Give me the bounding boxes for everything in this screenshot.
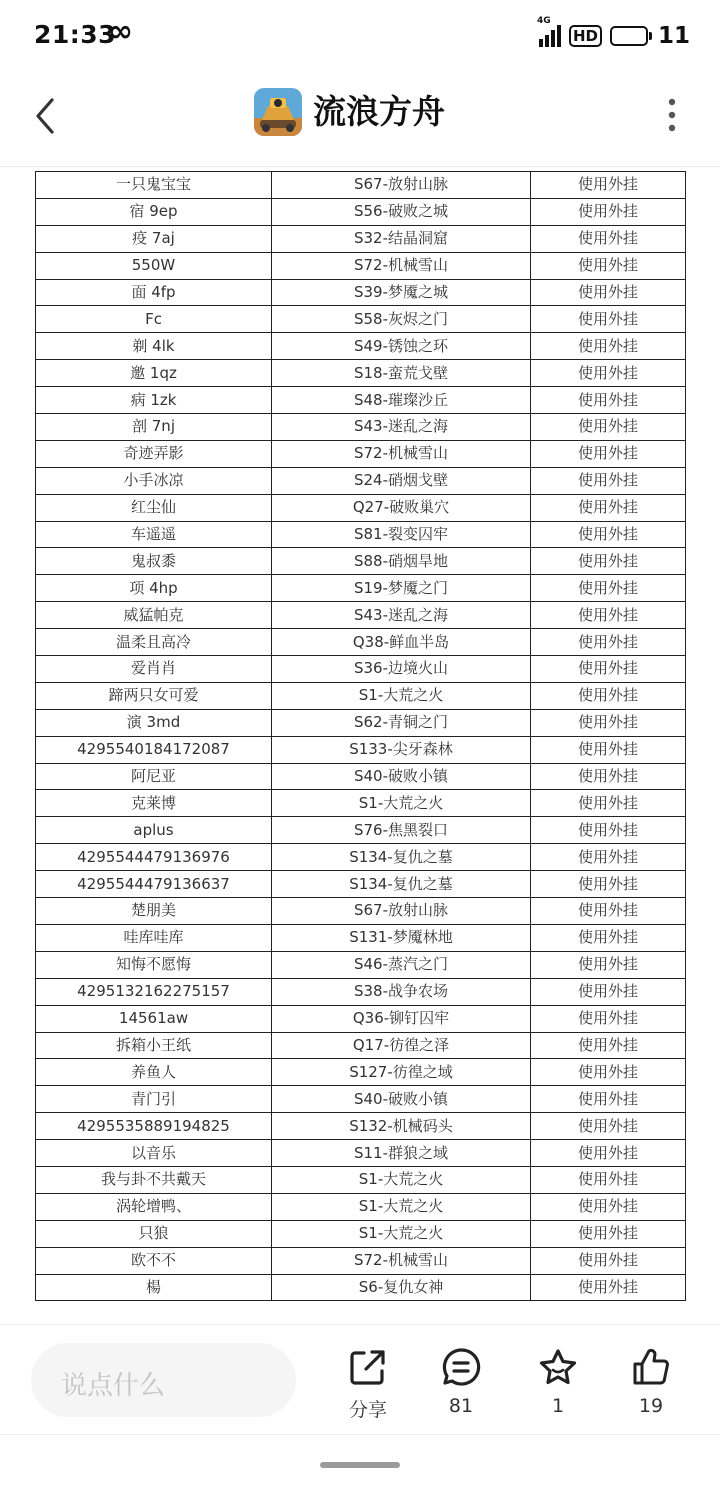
server-cell: S56-破败之城	[272, 198, 531, 225]
server-cell: S134-复仇之墓	[272, 844, 531, 871]
player-name-cell: 楚朋美	[36, 898, 272, 925]
player-name-cell: 4295132162275157	[36, 978, 272, 1005]
reason-cell: 使用外挂	[531, 1059, 686, 1086]
player-name-cell: 只狼	[36, 1220, 272, 1247]
server-cell: S43-迷乱之海	[272, 414, 531, 441]
reason-cell: 使用外挂	[531, 1166, 686, 1193]
table-row	[36, 951, 686, 978]
player-name-cell: 楊	[36, 1274, 272, 1301]
player-name-cell: 550W	[36, 252, 272, 279]
player-name-cell: 4295535889194825	[36, 1113, 272, 1140]
table-row	[36, 225, 686, 252]
player-name-cell: 疫 7aj	[36, 225, 272, 252]
table-row	[36, 763, 686, 790]
player-name-cell: 车遥遥	[36, 521, 272, 548]
reason-cell: 使用外挂	[531, 682, 686, 709]
reason-cell: 使用外挂	[531, 333, 686, 360]
table-row	[36, 924, 686, 951]
ban-list-table	[35, 171, 686, 1301]
favorite-button[interactable]	[518, 1347, 598, 1417]
battery-icon	[610, 26, 648, 46]
table-row	[36, 1059, 686, 1086]
signal-icon	[536, 16, 561, 47]
player-name-cell: 病 1zk	[36, 387, 272, 414]
app-header	[0, 70, 720, 167]
server-cell: S72-机械雪山	[272, 1247, 531, 1274]
share-button[interactable]	[328, 1347, 408, 1422]
table-row	[36, 1247, 686, 1274]
table-row	[36, 306, 686, 333]
status-time: 21:33	[34, 20, 117, 49]
table-row	[36, 333, 686, 360]
table-row	[36, 521, 686, 548]
reason-cell: 使用外挂	[531, 494, 686, 521]
reason-cell: 使用外挂	[531, 898, 686, 925]
server-cell: S127-彷徨之域	[272, 1059, 531, 1086]
player-name-cell: 14561aw	[36, 1005, 272, 1032]
home-indicator[interactable]	[320, 1462, 400, 1468]
reason-cell: 使用外挂	[531, 279, 686, 306]
server-cell: S134-复仇之墓	[272, 871, 531, 898]
table-row	[36, 414, 686, 441]
table-row	[36, 198, 686, 225]
table-row	[36, 1193, 686, 1220]
reason-cell: 使用外挂	[531, 1140, 686, 1167]
reason-cell: 使用外挂	[531, 1113, 686, 1140]
reason-cell: 使用外挂	[531, 306, 686, 333]
infinity-icon: ∞	[108, 14, 133, 49]
reason-cell: 使用外挂	[531, 1220, 686, 1247]
player-name-cell: 宿 9ep	[36, 198, 272, 225]
table-row	[36, 360, 686, 387]
reason-cell: 使用外挂	[531, 548, 686, 575]
table-row	[36, 1140, 686, 1167]
app-logo-icon	[254, 88, 302, 136]
player-name-cell: 爱肖肖	[36, 656, 272, 683]
player-name-cell: 演 3md	[36, 709, 272, 736]
table-row	[36, 1220, 686, 1247]
status-bar	[0, 0, 720, 70]
player-name-cell: 邀 1qz	[36, 360, 272, 387]
player-name-cell: 我与卦不共戴天	[36, 1166, 272, 1193]
player-name-cell: 鬼叔黍	[36, 548, 272, 575]
table-row	[36, 387, 686, 414]
more-options-icon[interactable]	[668, 98, 676, 132]
table-row	[36, 709, 686, 736]
reason-cell: 使用外挂	[531, 763, 686, 790]
player-name-cell: 4295544479136976	[36, 844, 272, 871]
server-cell: S72-机械雪山	[272, 440, 531, 467]
server-cell: S62-青铜之门	[272, 709, 531, 736]
server-cell: S1-大荒之火	[272, 682, 531, 709]
server-cell: Q17-彷徨之泽	[272, 1032, 531, 1059]
server-cell: S81-裂变囚牢	[272, 521, 531, 548]
table-row	[36, 978, 686, 1005]
server-cell: Q38-鲜血半岛	[272, 629, 531, 656]
table-row	[36, 252, 686, 279]
comment-placeholder: 说点什么	[61, 1371, 166, 1401]
hd-icon: HD	[569, 25, 602, 47]
like-button[interactable]	[611, 1347, 691, 1417]
table-row	[36, 1005, 686, 1032]
table-row	[36, 629, 686, 656]
reason-cell: 使用外挂	[531, 225, 686, 252]
player-name-cell: 青门引	[36, 1086, 272, 1113]
player-name-cell: 红尘仙	[36, 494, 272, 521]
reason-cell: 使用外挂	[531, 871, 686, 898]
table-row	[36, 844, 686, 871]
server-cell: S132-机械码头	[272, 1113, 531, 1140]
server-cell: S40-破败小镇	[272, 763, 531, 790]
reason-cell: 使用外挂	[531, 414, 686, 441]
comment-count: 81	[448, 1395, 474, 1417]
server-cell: S67-放射山脉	[272, 172, 531, 199]
table-row	[36, 494, 686, 521]
reason-cell: 使用外挂	[531, 656, 686, 683]
server-cell: Q36-铆钉囚牢	[272, 1005, 531, 1032]
thumbs-up-icon	[631, 1347, 671, 1387]
reason-cell: 使用外挂	[531, 1086, 686, 1113]
share-label: 分享	[348, 1399, 387, 1421]
bottom-action-bar	[0, 1324, 720, 1435]
player-name-cell: 剃 4lk	[36, 333, 272, 360]
player-name-cell: Fc	[36, 306, 272, 333]
server-cell: S18-蛮荒戈壁	[272, 360, 531, 387]
like-count: 19	[638, 1395, 664, 1417]
back-arrow-icon[interactable]	[34, 96, 74, 136]
share-icon	[348, 1347, 388, 1387]
table-row	[36, 1032, 686, 1059]
nav-divider	[0, 1434, 720, 1435]
player-name-cell: 4295544479136637	[36, 871, 272, 898]
player-name-cell: 4295540184172087	[36, 736, 272, 763]
player-name-cell: 小手冰凉	[36, 467, 272, 494]
reason-cell: 使用外挂	[531, 602, 686, 629]
player-name-cell: 蹄两只女可爱	[36, 682, 272, 709]
server-cell: S38-战争农场	[272, 978, 531, 1005]
reason-cell: 使用外挂	[531, 736, 686, 763]
server-cell: S39-梦魇之城	[272, 279, 531, 306]
favorite-count: 1	[551, 1395, 565, 1417]
server-cell: S133-尖牙森林	[272, 736, 531, 763]
reason-cell: 使用外挂	[531, 440, 686, 467]
table-row	[36, 1274, 686, 1301]
table-row	[36, 871, 686, 898]
reason-cell: 使用外挂	[531, 1193, 686, 1220]
server-cell: S88-硝烟旱地	[272, 548, 531, 575]
player-name-cell: 以音乐	[36, 1140, 272, 1167]
server-cell: S1-大荒之火	[272, 790, 531, 817]
server-cell: S19-梦魇之门	[272, 575, 531, 602]
comments-button[interactable]	[421, 1347, 501, 1417]
reason-cell: 使用外挂	[531, 978, 686, 1005]
server-cell: S11-群狼之域	[272, 1140, 531, 1167]
player-name-cell: 哇库哇库	[36, 924, 272, 951]
player-name-cell: 知悔不愿悔	[36, 951, 272, 978]
player-name-cell: 养鱼人	[36, 1059, 272, 1086]
server-cell: S46-蒸汽之门	[272, 951, 531, 978]
player-name-cell: 涡轮增鸭、	[36, 1193, 272, 1220]
table-row	[36, 279, 686, 306]
reason-cell: 使用外挂	[531, 198, 686, 225]
reason-cell: 使用外挂	[531, 924, 686, 951]
server-cell: S24-硝烟戈壁	[272, 467, 531, 494]
comment-input[interactable]	[31, 1343, 296, 1417]
reason-cell: 使用外挂	[531, 387, 686, 414]
reason-cell: 使用外挂	[531, 1247, 686, 1274]
reason-cell: 使用外挂	[531, 252, 686, 279]
reason-cell: 使用外挂	[531, 709, 686, 736]
player-name-cell: 项 4hp	[36, 575, 272, 602]
table-row	[36, 467, 686, 494]
reason-cell: 使用外挂	[531, 521, 686, 548]
reason-cell: 使用外挂	[531, 172, 686, 199]
table-row	[36, 1166, 686, 1193]
table-row	[36, 1086, 686, 1113]
server-cell: S76-焦黑裂口	[272, 817, 531, 844]
server-cell: S49-锈蚀之环	[272, 333, 531, 360]
network-type-label: 4G	[536, 16, 551, 26]
server-cell: S48-璀璨沙丘	[272, 387, 531, 414]
server-cell: S131-梦魇林地	[272, 924, 531, 951]
reason-cell: 使用外挂	[531, 1005, 686, 1032]
player-name-cell: 奇迹弄影	[36, 440, 272, 467]
player-name-cell: 欧不不	[36, 1247, 272, 1274]
player-name-cell: 温柔且高冷	[36, 629, 272, 656]
player-name-cell: aplus	[36, 817, 272, 844]
battery-level: 11	[657, 23, 690, 49]
server-cell: S1-大荒之火	[272, 1166, 531, 1193]
table-row	[36, 1113, 686, 1140]
player-name-cell: 威猛帕克	[36, 602, 272, 629]
player-name-cell: 拆箱小王纸	[36, 1032, 272, 1059]
reason-cell: 使用外挂	[531, 817, 686, 844]
table-row	[36, 682, 686, 709]
player-name-cell: 一只鬼宝宝	[36, 172, 272, 199]
player-name-cell: 面 4fp	[36, 279, 272, 306]
reason-cell: 使用外挂	[531, 1274, 686, 1301]
reason-cell: 使用外挂	[531, 1032, 686, 1059]
reason-cell: 使用外挂	[531, 951, 686, 978]
star-icon	[538, 1347, 578, 1387]
server-cell: S40-破败小镇	[272, 1086, 531, 1113]
table-row	[36, 898, 686, 925]
server-cell: S1-大荒之火	[272, 1193, 531, 1220]
table-row	[36, 440, 686, 467]
player-name-cell: 阿尼亚	[36, 763, 272, 790]
server-cell: S43-迷乱之海	[272, 602, 531, 629]
reason-cell: 使用外挂	[531, 629, 686, 656]
player-name-cell: 剖 7nj	[36, 414, 272, 441]
reason-cell: 使用外挂	[531, 844, 686, 871]
table-row	[36, 575, 686, 602]
comment-icon	[441, 1347, 481, 1387]
reason-cell: 使用外挂	[531, 790, 686, 817]
player-name-cell: 克莱博	[36, 790, 272, 817]
post-image	[0, 167, 720, 1324]
reason-cell: 使用外挂	[531, 575, 686, 602]
table-row	[36, 548, 686, 575]
reason-cell: 使用外挂	[531, 360, 686, 387]
table-row	[36, 172, 686, 199]
page-title: 流浪方舟	[313, 92, 445, 131]
server-cell: S67-放射山脉	[272, 898, 531, 925]
table-row	[36, 656, 686, 683]
server-cell: S1-大荒之火	[272, 1220, 531, 1247]
table-row	[36, 736, 686, 763]
status-icons	[536, 16, 690, 50]
server-cell: S72-机械雪山	[272, 252, 531, 279]
server-cell: S58-灰烬之门	[272, 306, 531, 333]
table-row	[36, 790, 686, 817]
server-cell: S32-结晶洞窟	[272, 225, 531, 252]
table-row	[36, 602, 686, 629]
server-cell: Q27-破败巢穴	[272, 494, 531, 521]
server-cell: S6-复仇女神	[272, 1274, 531, 1301]
table-row	[36, 817, 686, 844]
server-cell: S36-边境火山	[272, 656, 531, 683]
reason-cell: 使用外挂	[531, 467, 686, 494]
